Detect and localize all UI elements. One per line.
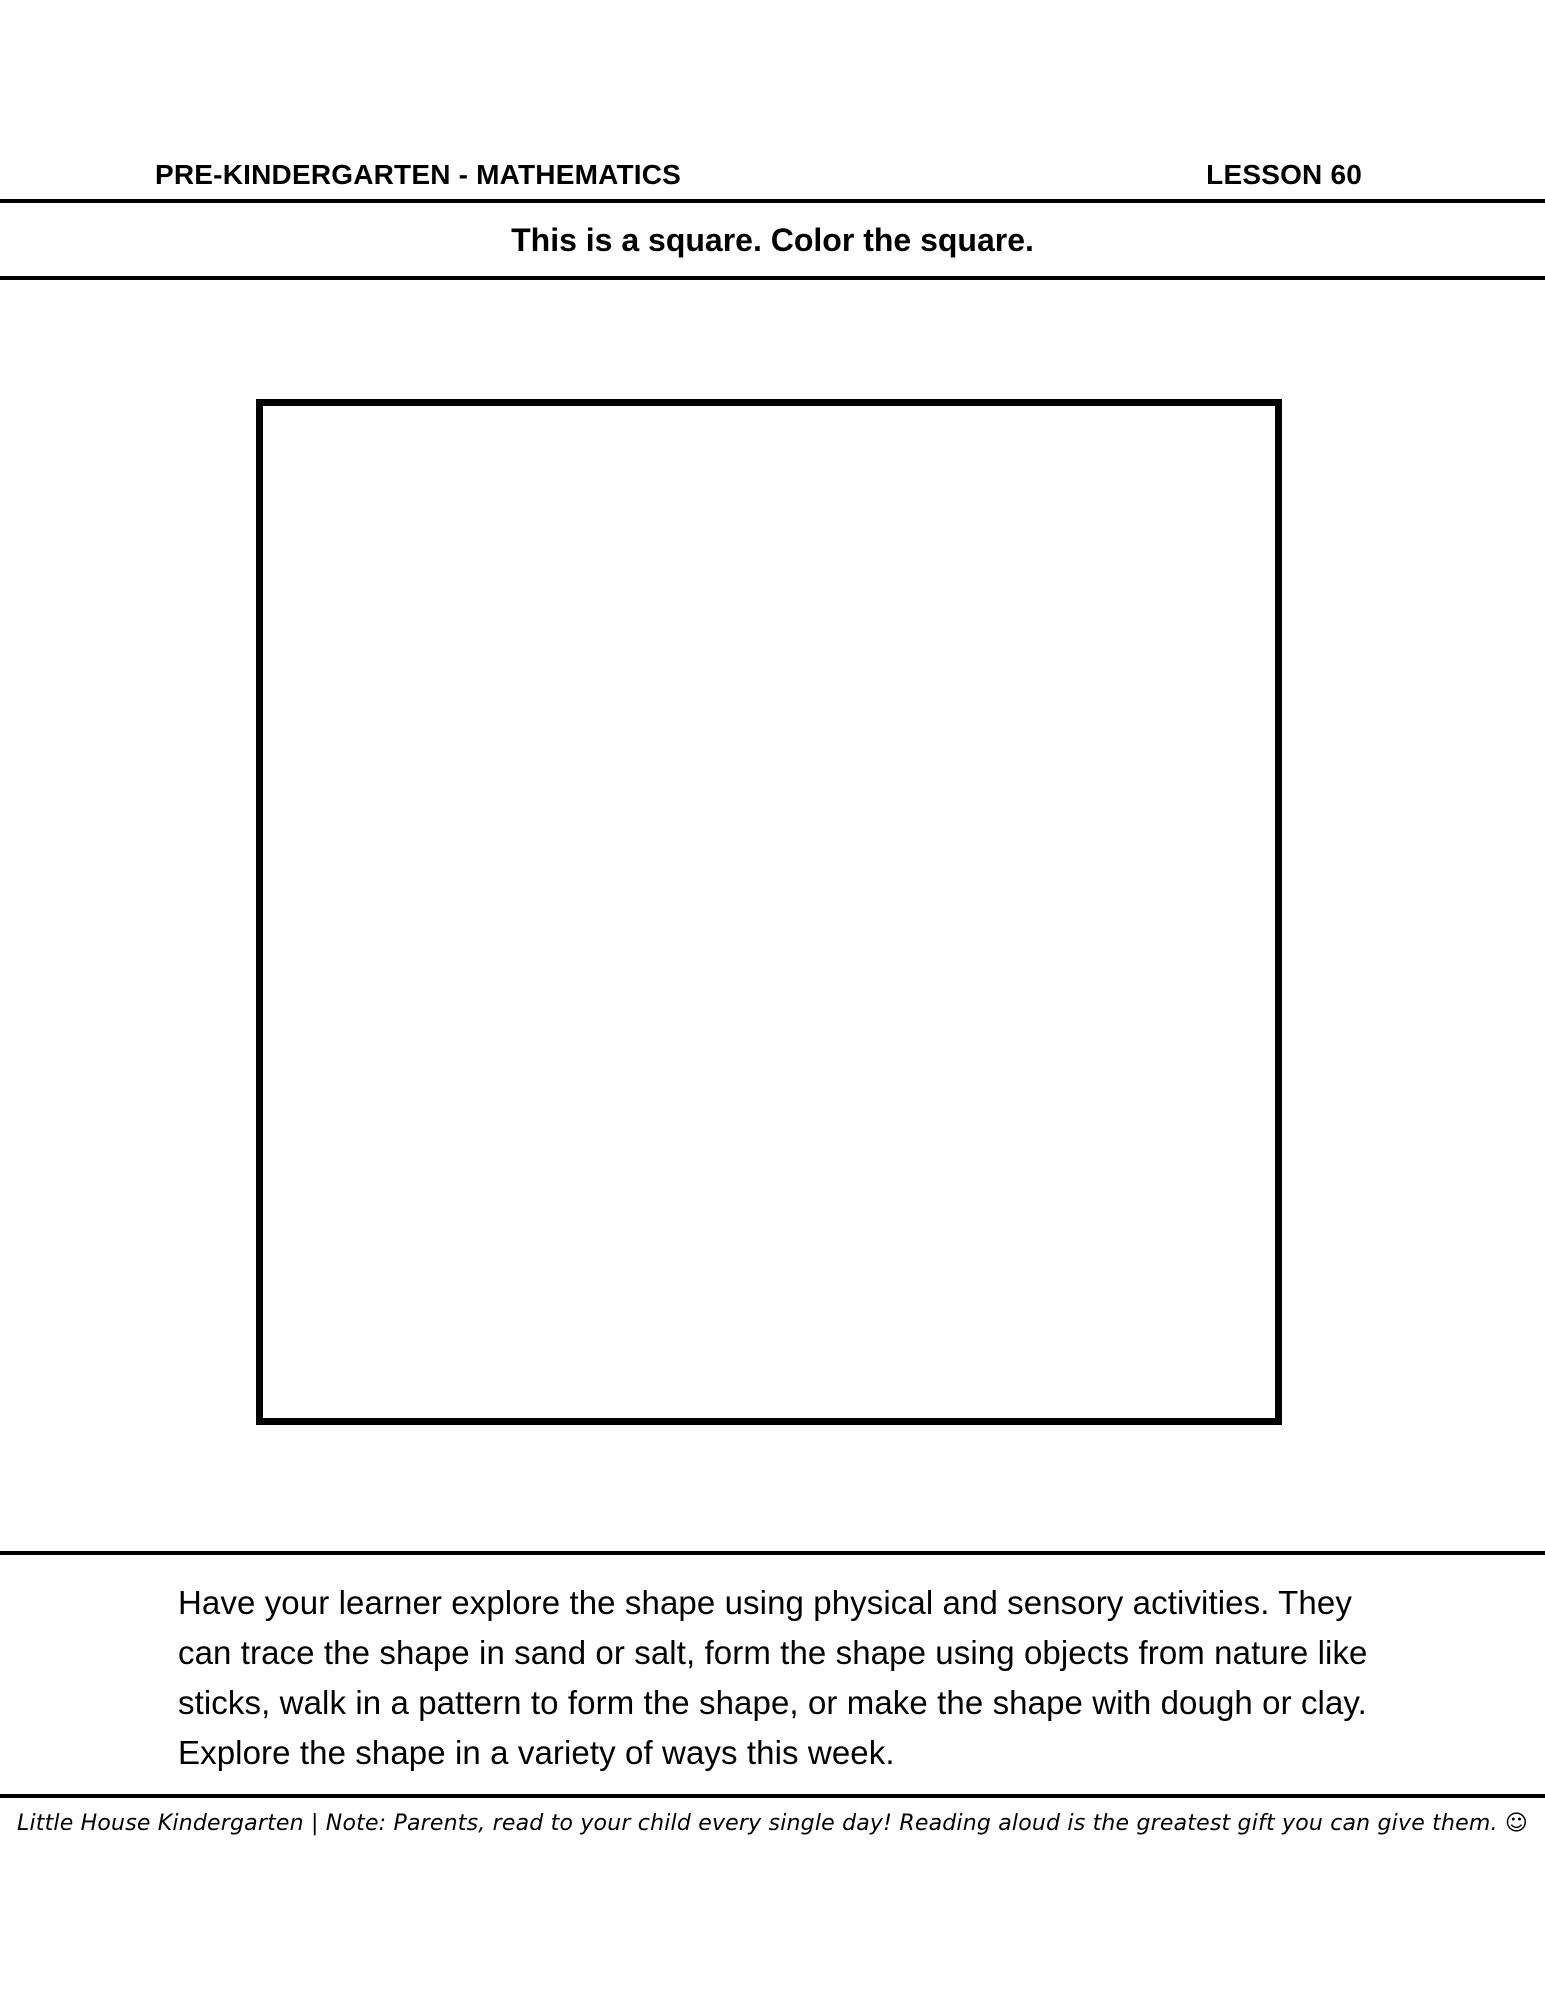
lesson-number: LESSON 60 [1206,159,1362,190]
instruction-divider [0,276,1545,280]
header-divider [0,199,1545,203]
subject-title: PRE-KINDERGARTEN - MATHEMATICS [155,159,682,190]
note-top-divider [0,1551,1545,1555]
square-coloring-area[interactable] [256,399,1282,1425]
activity-note: Have your learner explore the shape using physical and sensory activities. They can trace the shape in sand or salt, form the shape using objects from nature like sticks, walk in a pattern to form the shape, or make the shape with dough or clay. Explore the shape in a variety of ways this week. [178,1584,1368,1771]
footer-note: Little House Kindergarten | Note: Parents, read to your child every single day! Reading aloud is the greatest gift you can give them. ☺ [16,1811,1528,1836]
worksheet-header [155,155,1362,195]
footer-divider [0,1794,1545,1798]
instruction-text: This is a square. Color the square. [511,222,1034,258]
